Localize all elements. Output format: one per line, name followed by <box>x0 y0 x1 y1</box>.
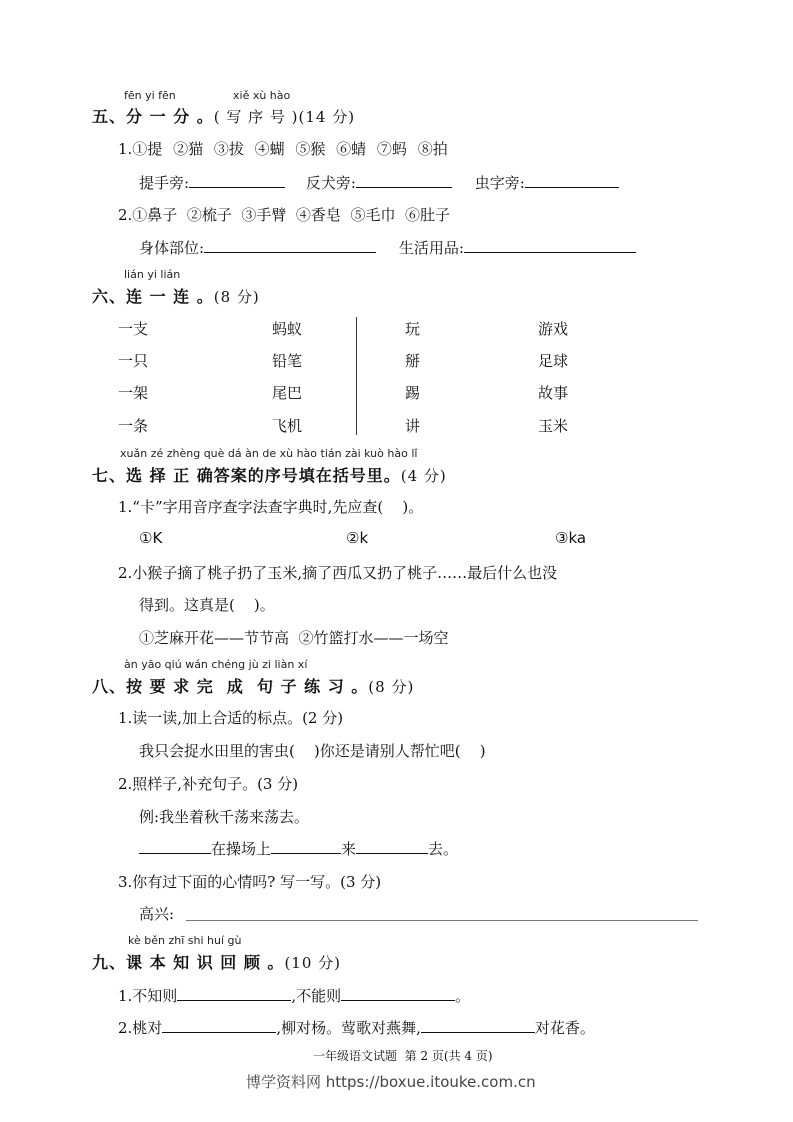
s6-col2-item[interactable]: 尾巴 <box>272 384 303 402</box>
s8-q2-fill <box>139 838 458 859</box>
s6-col2-item[interactable]: 蚂蚁 <box>272 320 303 338</box>
s7-q2-line2: 得到。这真是( )。 <box>139 596 275 614</box>
s6-col1-item[interactable]: 一支 <box>118 320 149 338</box>
answer-blank[interactable] <box>204 237 376 253</box>
s7-title-text: 七、选 择 正 确答案的序号填在括号里。 <box>92 466 401 485</box>
s9-q2-part-b: ,柳对杨。莺歌对燕舞, <box>276 1019 421 1037</box>
s7-q2-line1: 2.小猴子摘了桃子扔了玉米,摘了西瓜又扔了桃子……最后什么也没 <box>118 564 558 582</box>
s6-col2-item[interactable]: 铅笔 <box>272 352 303 370</box>
s5-q1-label-2: 反犬旁: <box>305 174 356 192</box>
s5-pinyin-1: fēn yi fēn <box>124 89 176 102</box>
answer-blank[interactable] <box>356 172 452 188</box>
answer-blank[interactable] <box>139 838 211 854</box>
answer-blank[interactable] <box>341 985 455 1001</box>
answer-blank[interactable] <box>356 838 428 854</box>
s6-title-text: 六、连 一 连 。 <box>92 287 214 306</box>
s9-q2-part-a: 2.桃对 <box>118 1019 163 1037</box>
answer-blank[interactable] <box>525 172 619 188</box>
answer-blank[interactable] <box>421 1017 535 1033</box>
s6-score: (8 分) <box>213 288 260 306</box>
s9-q2 <box>118 1017 595 1038</box>
s8-q2-part-1: 在操场上 <box>211 840 272 858</box>
s5-title <box>92 104 355 127</box>
s7-title <box>92 463 447 486</box>
s8-q2-example: 例:我坐着秋千荡来荡去。 <box>139 808 310 826</box>
s9-q1-part-a: 1.不知则 <box>118 987 178 1005</box>
s6-col4-item[interactable]: 足球 <box>538 352 569 370</box>
s8-q3: 3.你有过下面的心情吗? 写一写。(3 分) <box>118 873 382 891</box>
s8-pinyin: àn yāo qiú wán chéng jù zi liàn xí <box>124 658 308 671</box>
s7-q1-option-a[interactable]: ①K <box>139 529 163 547</box>
s8-score: (8 分) <box>368 678 415 696</box>
s6-pinyin: lián yi lián <box>124 268 181 281</box>
s6-col4-item[interactable]: 玉米 <box>538 417 569 435</box>
s7-q1-option-c[interactable]: ③ka <box>555 529 587 547</box>
s8-q1-text: 我只会捉水田里的害虫( )你还是请别人帮忙吧( ) <box>139 742 486 760</box>
s8-q2-part-3: 去。 <box>428 840 459 858</box>
s6-col1-item[interactable]: 一架 <box>118 384 149 402</box>
s6-col1-item[interactable]: 一条 <box>118 417 149 435</box>
s5-q1-answers <box>139 172 619 193</box>
s5-q2-label-1: 身体部位: <box>139 239 205 257</box>
s9-title <box>92 950 341 973</box>
s6-col4-item[interactable]: 游戏 <box>538 320 569 338</box>
s8-q3-label: 高兴: <box>139 905 175 923</box>
s6-col3-item[interactable]: 讲 <box>405 417 421 435</box>
answer-blank[interactable] <box>162 1017 276 1033</box>
page-footer: 一年级语文试题 第 2 页(共 4 页) <box>313 1049 493 1063</box>
s8-title-text: 八、按 要 求 完 成 句 子 练 习 。 <box>92 677 369 696</box>
s9-q1-part-c: 。 <box>455 987 471 1005</box>
s7-q1-option-b[interactable]: ②k <box>346 529 369 547</box>
answer-blank[interactable] <box>271 838 341 854</box>
s9-q1-part-b: ,不能则 <box>291 987 342 1005</box>
s6-title <box>92 284 260 307</box>
s5-q1-label-1: 提手旁: <box>139 174 190 192</box>
s5-q1: 1.①提 ②猫 ③拔 ④蝴 ⑤猴 ⑥蜻 ⑦蚂 ⑧拍 <box>118 140 448 158</box>
s8-q1: 1.读一读,加上合适的标点。(2 分) <box>118 709 344 727</box>
s6-col1-item[interactable]: 一只 <box>118 352 149 370</box>
s5-q2-answers <box>139 237 636 258</box>
s6-col4-item[interactable]: 故事 <box>538 384 569 402</box>
s7-pinyin: xuǎn zé zhèng què dá àn de xù hào tián zài kuò hào lǐ <box>120 447 418 460</box>
answer-blank[interactable] <box>464 237 636 253</box>
watermark: 博学资料网 https://boxue.itouke.com.cn <box>246 1073 536 1091</box>
s8-title <box>92 674 414 697</box>
s7-score: (4 分) <box>400 467 447 485</box>
s5-q1-label-3: 虫字旁: <box>474 174 525 192</box>
s9-q1 <box>118 985 470 1006</box>
s5-title-text: 五、分 一 分 。 <box>92 107 214 126</box>
s7-q1: 1.“卡”字用音序查字法查字典时,先应查( )。 <box>118 498 424 516</box>
s5-pinyin-2: xiě xù hào <box>233 89 291 102</box>
s8-q2-part-2: 来 <box>341 840 357 858</box>
s9-pinyin: kè běn zhī shi huí gù <box>128 934 242 947</box>
s6-col2-item[interactable]: 飞机 <box>272 417 303 435</box>
s6-col3-item[interactable]: 踢 <box>405 384 421 402</box>
s5-q2-label-2: 生活用品: <box>398 239 464 257</box>
s9-title-text: 九、课 本 知 识 回 顾 。 <box>92 953 285 972</box>
s8-q2: 2.照样子,补充句子。(3 分) <box>118 775 299 793</box>
s9-q2-part-c: 对花香。 <box>534 1019 595 1037</box>
s6-col3-item[interactable]: 掰 <box>405 352 421 370</box>
s6-col3-item[interactable]: 玩 <box>405 320 421 338</box>
s5-score: ( 写 序 号 )(14 分) <box>213 108 356 126</box>
s8-q3-answer-line[interactable] <box>186 920 698 921</box>
s7-q2-options[interactable]: ①芝麻开花——节节高 ②竹篮打水——一场空 <box>139 629 449 647</box>
answer-blank[interactable] <box>189 172 285 188</box>
s5-q2: 2.①鼻子 ②梳子 ③手臂 ④香皂 ⑤毛巾 ⑥肚子 <box>118 206 450 224</box>
answer-blank[interactable] <box>177 985 291 1001</box>
s6-divider <box>356 317 357 435</box>
s9-score: (10 分) <box>284 954 341 972</box>
